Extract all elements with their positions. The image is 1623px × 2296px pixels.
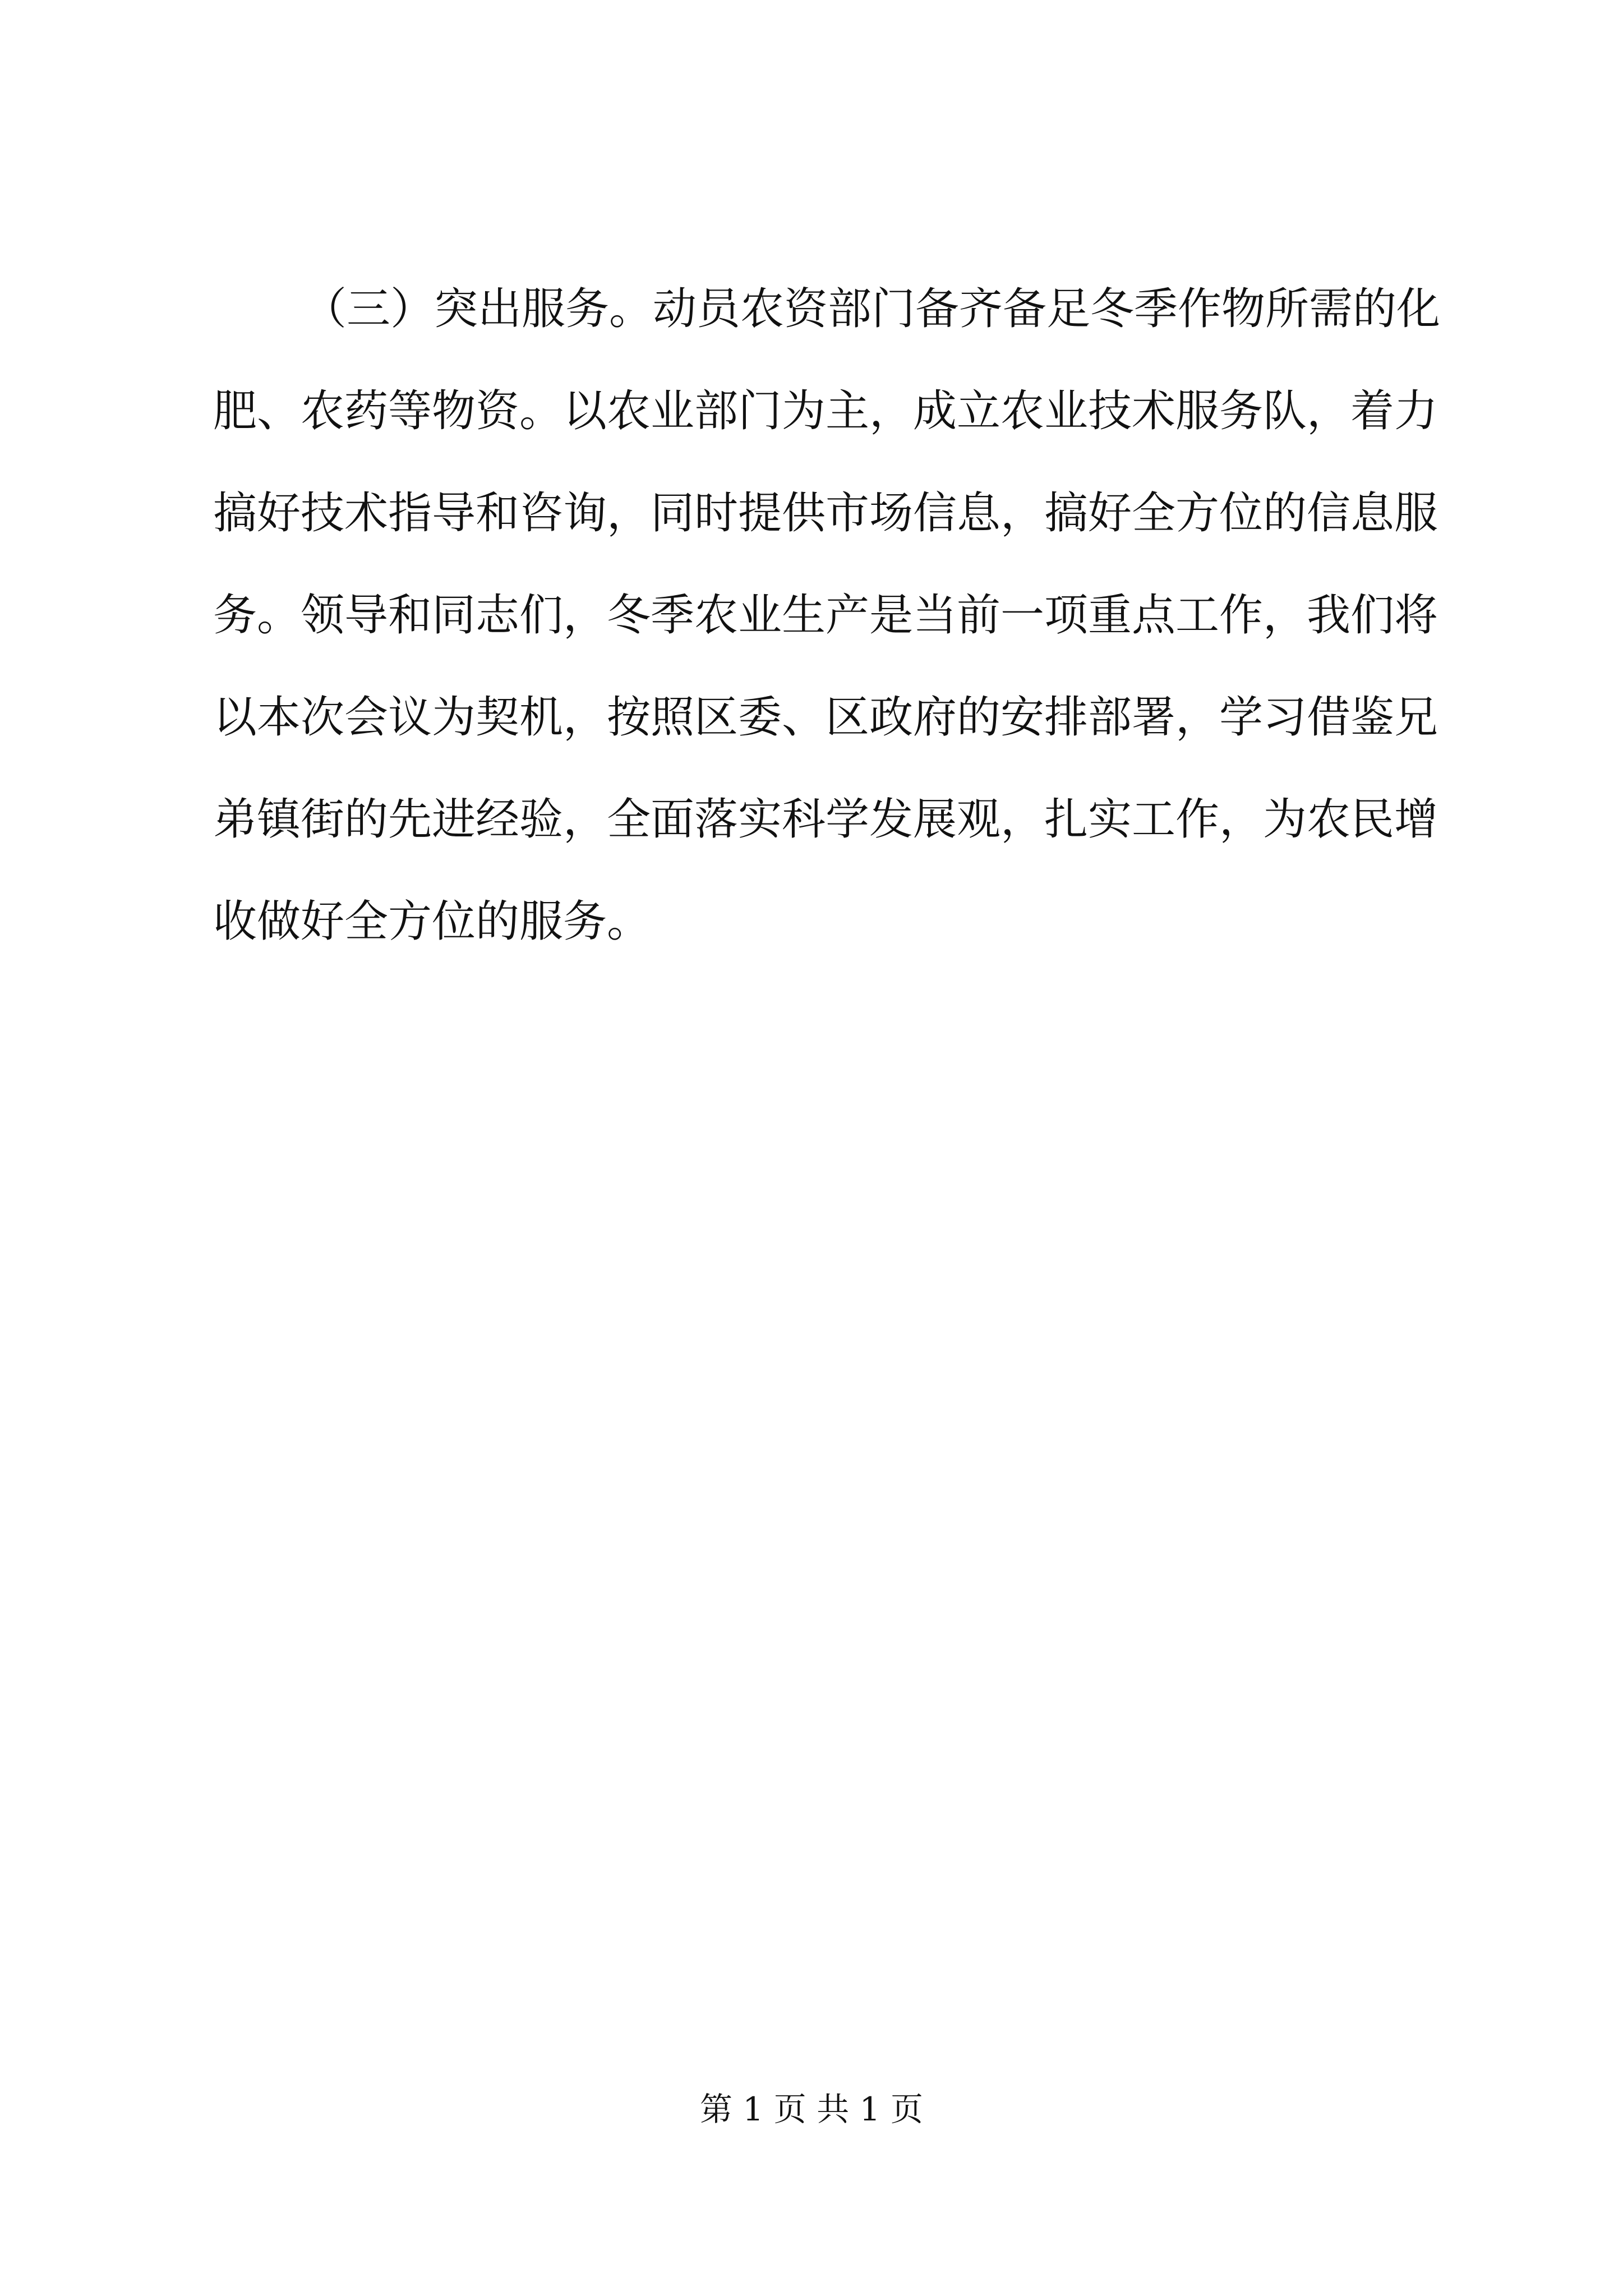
- paragraph-line: 肥、农药等物资。以农业部门为主，成立农业技术服务队，着力: [213, 386, 1438, 436]
- page-footer: [0, 2087, 1623, 2132]
- paragraph-line: 搞好技术指导和咨询，同时提供市场信息，搞好全方位的信息服: [213, 488, 1438, 539]
- paragraph-line: 务。领导和同志们，冬季农业生产是当前一项重点工作，我们将: [213, 590, 1438, 641]
- paragraph-line: （三）突出服务。动员农资部门备齐备足冬季作物所需的化: [303, 284, 1441, 334]
- paragraph-line: 收做好全方位的服务。: [213, 896, 651, 947]
- body-paragraph: [213, 258, 1441, 973]
- page-number-label: 第 1 页 共 1 页: [700, 2090, 923, 2128]
- paragraph-line: 弟镇街的先进经验，全面落实科学发展观，扎实工作，为农民增: [213, 794, 1438, 845]
- paragraph-line: 以本次会议为契机，按照区委、区政府的安排部署，学习借鉴兄: [213, 692, 1438, 743]
